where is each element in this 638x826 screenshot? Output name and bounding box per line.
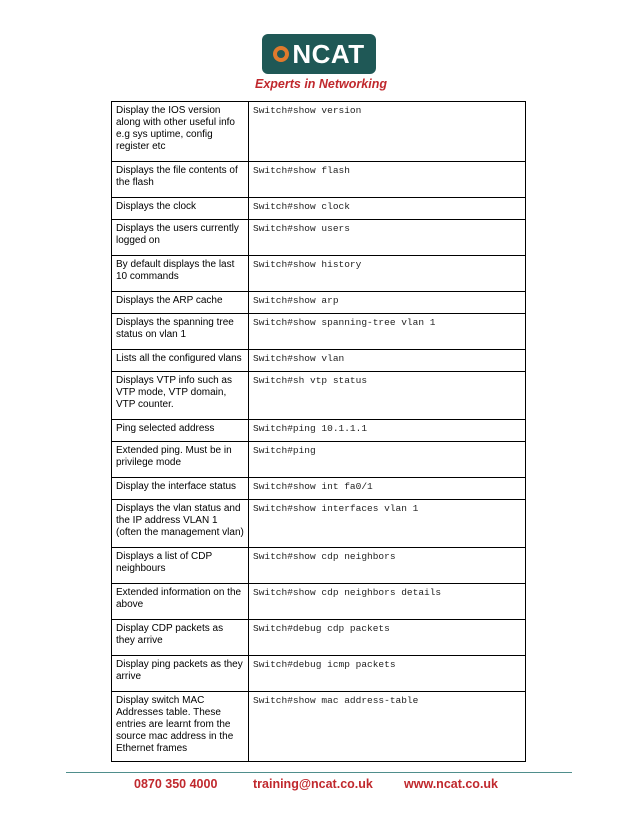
command-text: Switch#show cdp neighbors: [249, 548, 526, 584]
command-text: Switch#show version: [249, 102, 526, 162]
logo-circle-icon: [273, 46, 289, 62]
table-row: [112, 314, 526, 350]
command-text: Switch#show int fa0/1: [249, 478, 526, 500]
command-text: Switch#show users: [249, 220, 526, 256]
command-text: Switch#show spanning-tree vlan 1: [249, 314, 526, 350]
tagline-row: [0, 77, 638, 91]
table-row: [112, 350, 526, 372]
command-text: Switch#debug cdp packets: [249, 620, 526, 656]
table-row: [112, 256, 526, 292]
table-row: [112, 220, 526, 256]
command-table-body: [112, 102, 526, 762]
command-text: Switch#sh vtp status: [249, 372, 526, 420]
command-description: Extended ping. Must be in privilege mode: [112, 442, 249, 478]
command-text: Switch#show cdp neighbors details: [249, 584, 526, 620]
command-description: Lists all the configured vlans: [112, 350, 249, 372]
command-text: Switch#ping: [249, 442, 526, 478]
table-row: [112, 162, 526, 198]
table-row: [112, 500, 526, 548]
command-description: Displays the vlan status and the IP address VLAN 1 (often the management vlan): [112, 500, 249, 548]
table-row: [112, 372, 526, 420]
command-description: Display switch MAC Addresses table. These entries are learnt from the source mac address in the Ethernet frames: [112, 692, 249, 762]
command-description: Displays a list of CDP neighbours: [112, 548, 249, 584]
command-text: Switch#show arp: [249, 292, 526, 314]
table-row: [112, 478, 526, 500]
command-description: Displays the clock: [112, 198, 249, 220]
footer-email: training@ncat.co.uk: [253, 777, 373, 791]
tagline: Experts in Networking: [255, 77, 387, 91]
command-description: Displays VTP info such as VTP mode, VTP domain, VTP counter.: [112, 372, 249, 420]
command-text: Switch#ping 10.1.1.1: [249, 420, 526, 442]
table-row: [112, 292, 526, 314]
footer-divider: [66, 772, 572, 773]
table-row: [112, 584, 526, 620]
command-text: Switch#show clock: [249, 198, 526, 220]
table-row: [112, 656, 526, 692]
command-description: Displays the spanning tree status on vlan 1: [112, 314, 249, 350]
table-row: [112, 548, 526, 584]
footer-website[interactable]: www.ncat.co.uk: [404, 777, 499, 791]
logo-text: NCAT: [292, 39, 365, 69]
command-description: Display the interface status: [112, 478, 249, 500]
command-description: By default displays the last 10 commands: [112, 256, 249, 292]
command-table: [111, 101, 526, 762]
footer-phone: 0870 350 4000: [134, 777, 218, 791]
table-row: [112, 692, 526, 762]
command-text: Switch#show mac address-table: [249, 692, 526, 762]
command-text: Switch#debug icmp packets: [249, 656, 526, 692]
command-description: Extended information on the above: [112, 584, 249, 620]
command-description: Display the IOS version along with other useful info e.g sys uptime, config register etc: [112, 102, 249, 162]
command-description: Displays the file contents of the flash: [112, 162, 249, 198]
command-description: Displays the users currently logged on: [112, 220, 249, 256]
command-description: Ping selected address: [112, 420, 249, 442]
table-row: [112, 442, 526, 478]
table-row: [112, 198, 526, 220]
command-description: Display CDP packets as they arrive: [112, 620, 249, 656]
table-row: [112, 620, 526, 656]
command-description: Displays the ARP cache: [112, 292, 249, 314]
table-row: [112, 102, 526, 162]
command-text: Switch#show flash: [249, 162, 526, 198]
command-text: Switch#show vlan: [249, 350, 526, 372]
command-text: Switch#show interfaces vlan 1: [249, 500, 526, 548]
command-description: Display ping packets as they arrive: [112, 656, 249, 692]
command-text: Switch#show history: [249, 256, 526, 292]
ncat-logo: [262, 34, 376, 74]
table-row: [112, 420, 526, 442]
